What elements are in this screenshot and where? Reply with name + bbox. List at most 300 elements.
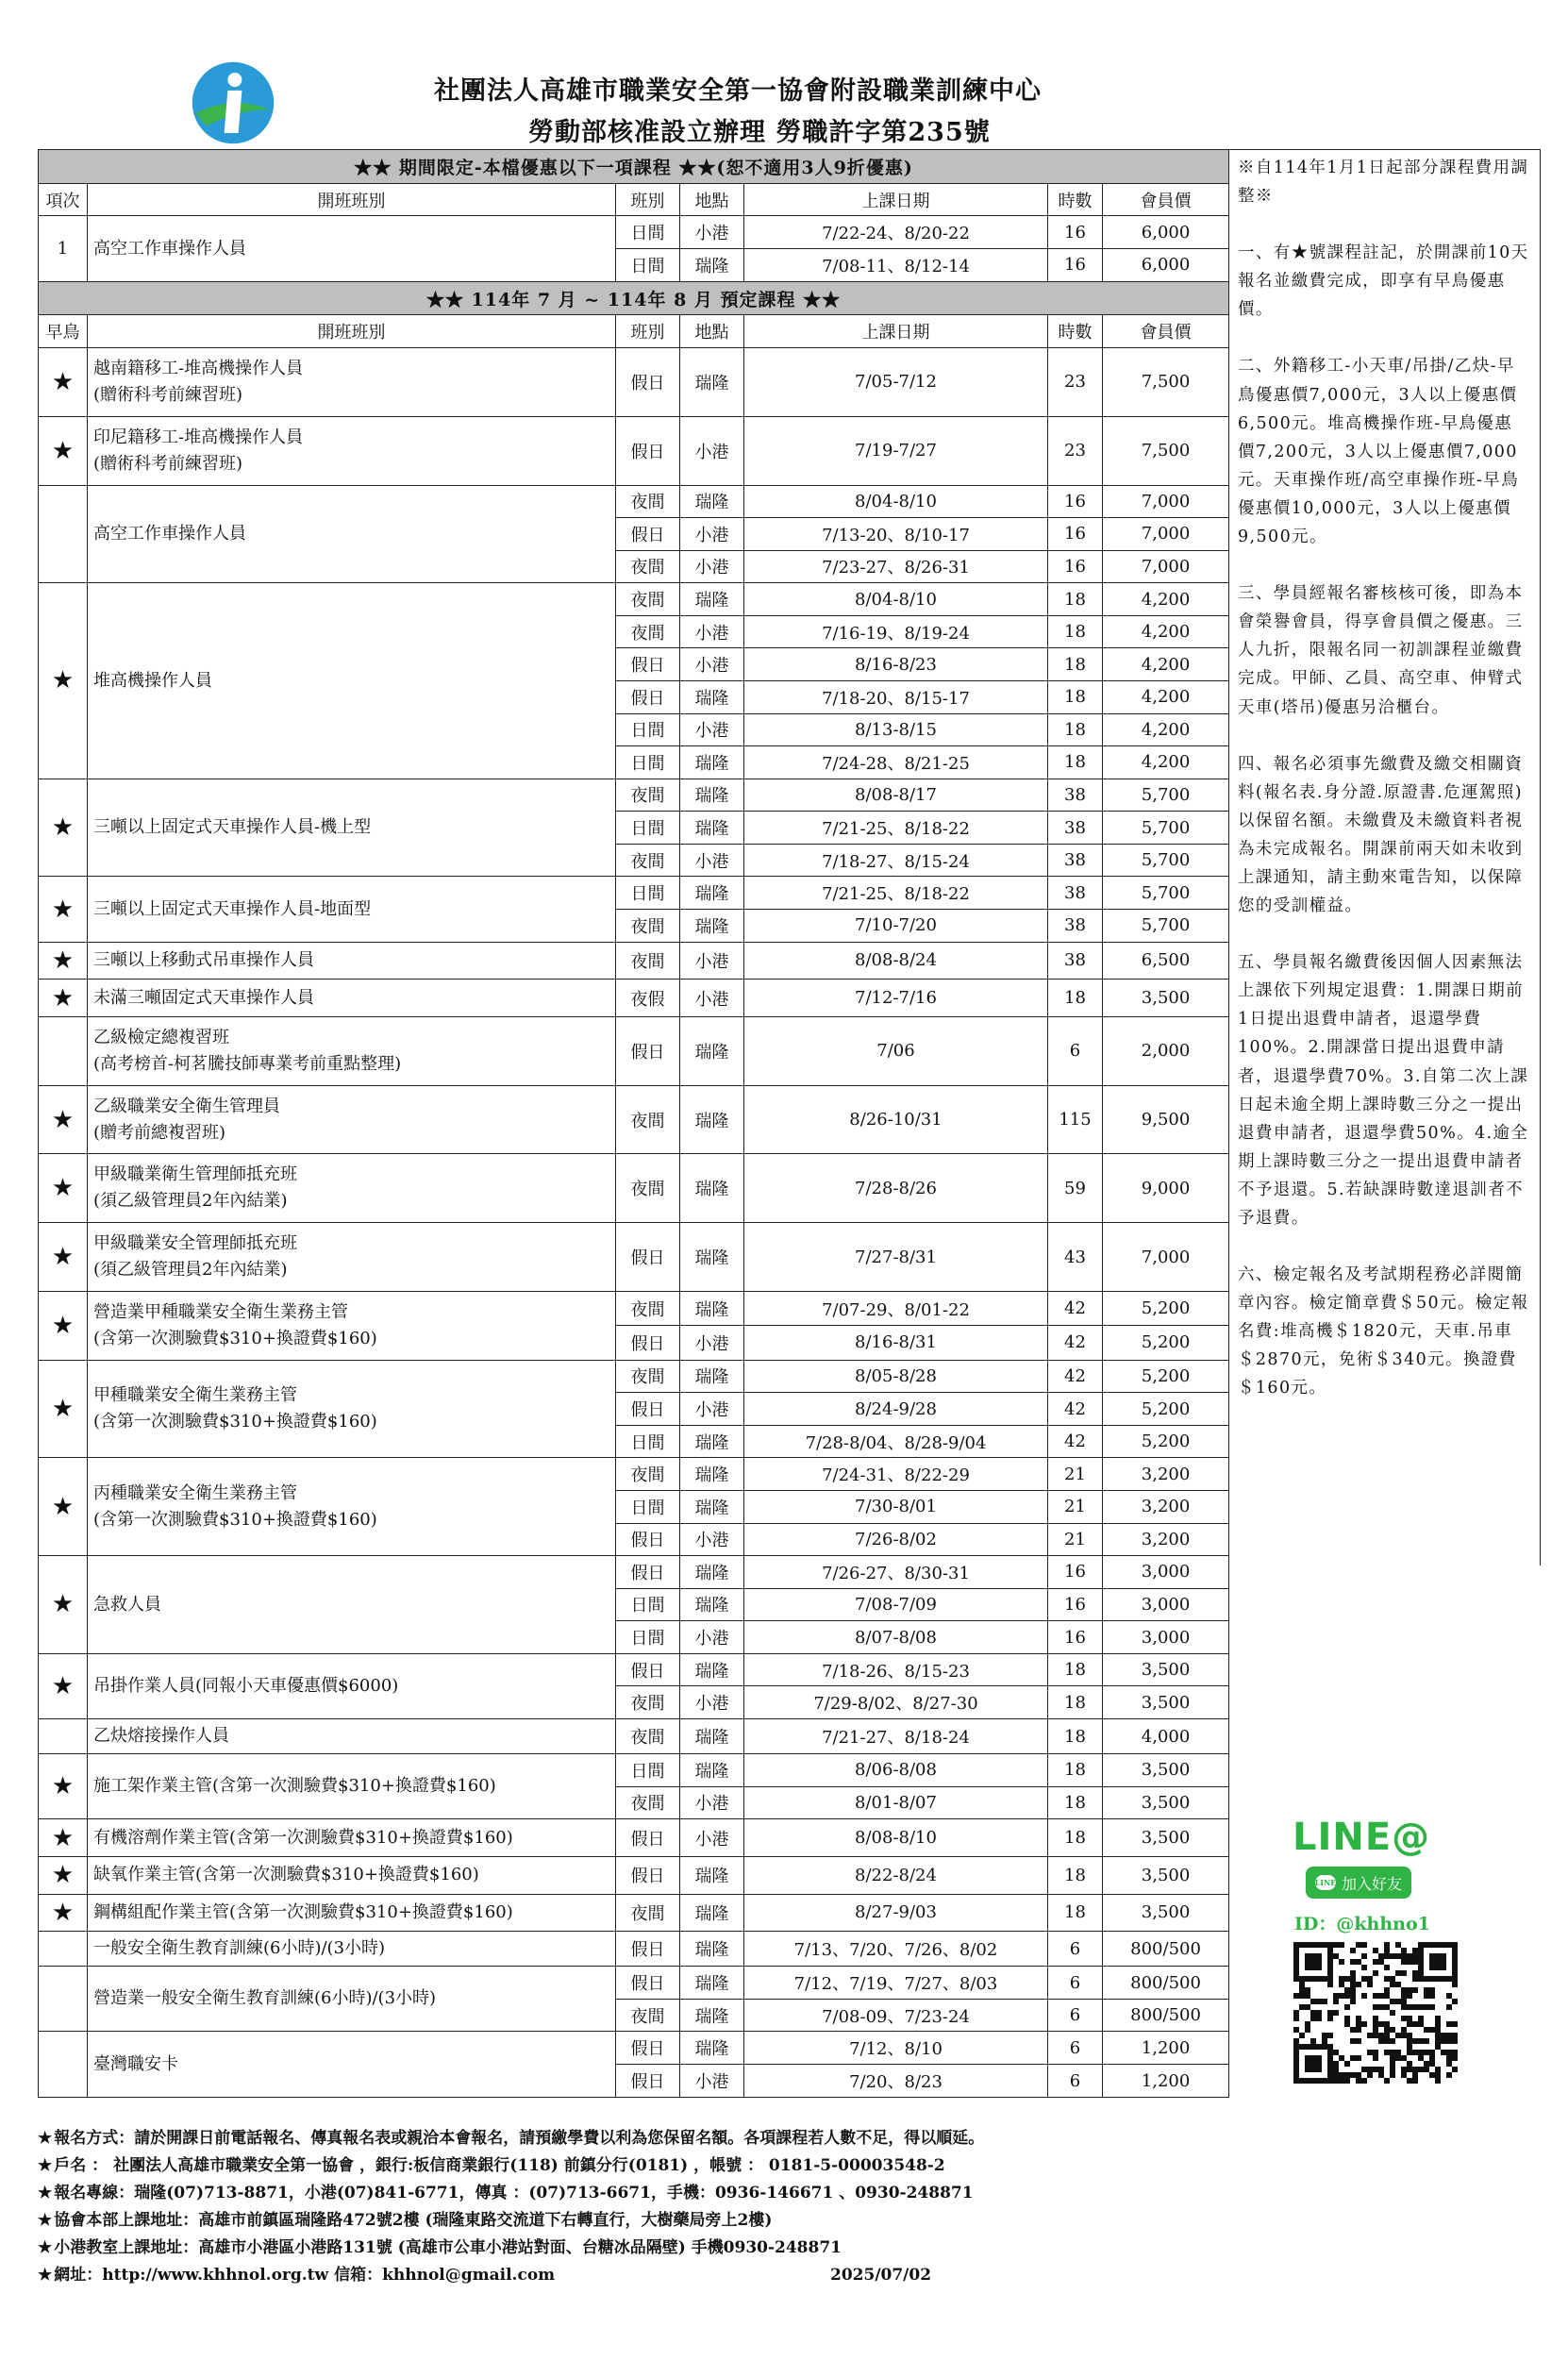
session-place: 瑞隆 bbox=[680, 583, 744, 616]
session-place: 瑞隆 bbox=[680, 249, 744, 282]
session-dates: 7/06 bbox=[744, 1017, 1048, 1086]
course-note: (贈術科考前練習班) bbox=[93, 384, 243, 405]
note-item: 三、學員經報名審核核可後，即為本會榮譽會員，得享會員價之優惠。三人九折，限報名同一初訓課程並繳費完成。甲師、乙員、高空車、伸臂式天車(塔吊)優惠另洽櫃台。 bbox=[1238, 584, 1524, 717]
course-name bbox=[88, 1154, 616, 1223]
session-price: 5,700 bbox=[1103, 877, 1229, 910]
session-dates: 7/08-7/09 bbox=[744, 1588, 1048, 1621]
session-type: 日間 bbox=[616, 1588, 680, 1621]
session-hours: 38 bbox=[1048, 812, 1103, 845]
session-price: 6,500 bbox=[1103, 942, 1229, 980]
col-hours: 時數 bbox=[1048, 183, 1103, 216]
session-price: 3,000 bbox=[1103, 1556, 1229, 1589]
note-item: 四、報名必須事先繳費及繳交相關資料(報名表.身分證.原證書.危運駕照)以保留名額。未繳費及未繳資料者視為未完成報名。開課前兩天如未收到上課通知，請主動來電告知，以保障您的受訓權益。 bbox=[1238, 754, 1524, 916]
course-note: (須乙級管理員2年內結業) bbox=[93, 1191, 288, 1212]
session-dates: 8/04-8/10 bbox=[744, 485, 1048, 518]
session-price: 4,200 bbox=[1103, 583, 1229, 616]
session-hours: 23 bbox=[1048, 348, 1103, 417]
early-bird-star-icon: ★ bbox=[39, 1819, 88, 1857]
table-row bbox=[39, 779, 1229, 812]
course-name bbox=[88, 779, 616, 877]
session-place: 瑞隆 bbox=[680, 1967, 744, 2000]
session-place: 瑞隆 bbox=[680, 746, 744, 779]
notes-heading: ※自114年1月1日起部分課程費用調整※ bbox=[1238, 159, 1529, 207]
course-title: 越南籍移工-堆高機操作人員 bbox=[93, 359, 304, 378]
col-place: 地點 bbox=[680, 315, 744, 348]
course-title: 乙級職業安全衛生管理員 bbox=[93, 1096, 280, 1116]
session-dates: 7/24-31、8/22-29 bbox=[744, 1458, 1048, 1491]
session-hours: 16 bbox=[1048, 518, 1103, 551]
session-type: 夜間 bbox=[616, 1154, 680, 1223]
table-row bbox=[39, 2032, 1229, 2065]
session-dates: 8/24-9/28 bbox=[744, 1393, 1048, 1426]
early-bird-star-icon: ★ bbox=[39, 348, 88, 417]
session-price: 3,000 bbox=[1103, 1588, 1229, 1621]
course-title: 吊掛作業人員(同報小天車優惠價$6000) bbox=[93, 1675, 399, 1696]
course-title: 甲級職業安全管理師抵充班 bbox=[93, 1233, 297, 1254]
early-bird-cell bbox=[39, 1932, 88, 1967]
course-name: 高空工作車操作人員 bbox=[88, 216, 616, 281]
schedule-banner-row bbox=[39, 281, 1229, 315]
qr-code-icon bbox=[1293, 1942, 1459, 2084]
special-offer-banner-row bbox=[39, 150, 1229, 184]
session-price: 6,000 bbox=[1103, 249, 1229, 282]
course-title: 乙級檢定總複習班 bbox=[93, 1027, 229, 1047]
session-price: 7,000 bbox=[1103, 550, 1229, 583]
session-place: 瑞隆 bbox=[680, 1360, 744, 1393]
session-price: 5,700 bbox=[1103, 844, 1229, 877]
early-bird-star-icon: ★ bbox=[39, 1085, 88, 1154]
session-hours: 16 bbox=[1048, 1556, 1103, 1589]
early-bird-star-icon: ★ bbox=[39, 583, 88, 779]
session-hours: 6 bbox=[1048, 1017, 1103, 1086]
session-price: 3,200 bbox=[1103, 1490, 1229, 1523]
table-row bbox=[39, 1223, 1229, 1292]
session-type: 假日 bbox=[616, 1653, 680, 1686]
course-name bbox=[88, 1856, 616, 1894]
session-hours: 42 bbox=[1048, 1425, 1103, 1458]
course-name bbox=[88, 1556, 616, 1654]
session-price: 4,200 bbox=[1103, 648, 1229, 681]
session-dates: 8/07-8/08 bbox=[744, 1621, 1048, 1654]
course-title: 甲級職業衛生管理師抵充班 bbox=[93, 1164, 297, 1185]
session-hours: 42 bbox=[1048, 1360, 1103, 1393]
session-type: 日間 bbox=[616, 1425, 680, 1458]
course-note: (贈術科考前練習班) bbox=[93, 453, 243, 474]
session-place: 小港 bbox=[680, 1686, 744, 1719]
course-note: (含第一次測驗費$310+換證費$160) bbox=[93, 1412, 377, 1432]
session-price: 5,200 bbox=[1103, 1425, 1229, 1458]
session-price: 5,200 bbox=[1103, 1393, 1229, 1426]
session-hours: 18 bbox=[1048, 1719, 1103, 1754]
footer-text: 協會本部上課地址：高雄市前鎮區瑞隆路472號2樓 (瑞隆東路交流道下右轉直行，大樹藥局旁上2樓) bbox=[54, 2211, 773, 2230]
line-id: ID：@khhno1 bbox=[1294, 1914, 1430, 1934]
session-place: 瑞隆 bbox=[680, 1223, 744, 1292]
star-bullet-icon: ★ bbox=[38, 2211, 53, 2230]
session-dates: 7/07-29、8/01-22 bbox=[744, 1291, 1048, 1325]
session-hours: 16 bbox=[1048, 1588, 1103, 1621]
col-price: 會員價 bbox=[1103, 315, 1229, 348]
early-bird-star-icon: ★ bbox=[39, 1154, 88, 1223]
session-place: 瑞隆 bbox=[680, 1154, 744, 1223]
session-dates: 7/12、8/10 bbox=[744, 2032, 1048, 2065]
session-place: 瑞隆 bbox=[680, 485, 744, 518]
course-title: 鋼構組配作業主管(含第一次測驗費$310+換證費$160) bbox=[93, 1901, 513, 1922]
line-add-friend-button[interactable] bbox=[1306, 1867, 1411, 1899]
session-dates: 8/27-9/03 bbox=[744, 1894, 1048, 1932]
col-price: 會員價 bbox=[1103, 183, 1229, 216]
session-hours: 38 bbox=[1048, 877, 1103, 910]
course-title: 堆高機操作人員 bbox=[93, 670, 212, 691]
session-hours: 38 bbox=[1048, 844, 1103, 877]
session-price: 7,000 bbox=[1103, 485, 1229, 518]
table-row bbox=[39, 485, 1229, 518]
course-title: 三噸以上固定式天車操作人員-地面型 bbox=[93, 898, 372, 919]
col-place: 地點 bbox=[680, 183, 744, 216]
course-name bbox=[88, 1967, 616, 2032]
course-title: 高空工作車操作人員 bbox=[93, 523, 246, 544]
session-type: 假日 bbox=[616, 1017, 680, 1086]
course-name bbox=[88, 1932, 616, 1967]
session-place: 瑞隆 bbox=[680, 1719, 744, 1754]
session-dates: 7/26-8/02 bbox=[744, 1523, 1048, 1556]
session-hours: 18 bbox=[1048, 680, 1103, 713]
session-price: 3,200 bbox=[1103, 1458, 1229, 1491]
table-row bbox=[39, 1894, 1229, 1932]
session-dates: 8/06-8/08 bbox=[744, 1754, 1048, 1787]
table-row bbox=[39, 1360, 1229, 1393]
course-name bbox=[88, 583, 616, 779]
table-row bbox=[39, 1856, 1229, 1894]
session-hours: 6 bbox=[1048, 1967, 1103, 2000]
session-type: 假日 bbox=[616, 1856, 680, 1894]
session-place: 瑞隆 bbox=[680, 1653, 744, 1686]
session-hours: 18 bbox=[1048, 1819, 1103, 1857]
session-dates: 7/28-8/26 bbox=[744, 1154, 1048, 1223]
session-type: 夜間 bbox=[616, 942, 680, 980]
col-type: 班別 bbox=[616, 315, 680, 348]
session-price: 9,000 bbox=[1103, 1154, 1229, 1223]
early-bird-star-icon: ★ bbox=[39, 1894, 88, 1932]
session-dates: 8/01-8/07 bbox=[744, 1786, 1048, 1819]
session-hours: 18 bbox=[1048, 1786, 1103, 1819]
session-place: 瑞隆 bbox=[680, 1856, 744, 1894]
session-type: 夜間 bbox=[616, 910, 680, 943]
course-name bbox=[88, 1653, 616, 1718]
session-price: 5,200 bbox=[1103, 1360, 1229, 1393]
early-bird-star-icon: ★ bbox=[39, 1556, 88, 1654]
course-name bbox=[88, 485, 616, 583]
course-title: 丙種職業安全衛生業務主管 bbox=[93, 1482, 297, 1503]
session-place: 瑞隆 bbox=[680, 812, 744, 845]
special-offer-banner: ★★ 期間限定-本檔優惠以下一項課程 ★★(恕不適用3人9折優惠) bbox=[39, 150, 1229, 184]
session-dates: 7/16-19、8/19-24 bbox=[744, 615, 1048, 648]
session-dates: 7/26-27、8/30-31 bbox=[744, 1556, 1048, 1589]
session-type: 假日 bbox=[616, 1223, 680, 1292]
table-row bbox=[39, 877, 1229, 910]
session-type: 日間 bbox=[616, 249, 680, 282]
session-type: 假日 bbox=[616, 648, 680, 681]
session-hours: 6 bbox=[1048, 1932, 1103, 1967]
session-dates: 7/21-25、8/18-22 bbox=[744, 812, 1048, 845]
session-price: 3,500 bbox=[1103, 1856, 1229, 1894]
session-dates: 7/28-8/04、8/28-9/04 bbox=[744, 1425, 1048, 1458]
session-type: 日間 bbox=[616, 1490, 680, 1523]
page-subtitle: 勞動部核准設立辦理 勞職許字第235號 bbox=[528, 118, 991, 147]
session-hours: 42 bbox=[1048, 1291, 1103, 1325]
session-hours: 16 bbox=[1048, 216, 1103, 249]
footer-info bbox=[38, 2125, 1510, 2289]
course-name bbox=[88, 416, 616, 485]
session-type: 假日 bbox=[616, 518, 680, 551]
column-header-row bbox=[39, 183, 1229, 216]
session-type: 夜假 bbox=[616, 980, 680, 1017]
col-no: 項次 bbox=[39, 183, 88, 216]
session-hours: 42 bbox=[1048, 1326, 1103, 1360]
early-bird-star-icon: ★ bbox=[39, 416, 88, 485]
session-dates: 7/21-27、8/18-24 bbox=[744, 1719, 1048, 1754]
session-type: 假日 bbox=[616, 1967, 680, 2000]
session-price: 4,200 bbox=[1103, 680, 1229, 713]
session-dates: 7/18-27、8/15-24 bbox=[744, 844, 1048, 877]
course-name bbox=[88, 1458, 616, 1556]
session-price: 1,200 bbox=[1103, 2065, 1229, 2098]
session-dates: 7/29-8/02、8/27-30 bbox=[744, 1686, 1048, 1719]
session-price: 3,500 bbox=[1103, 1894, 1229, 1932]
session-type: 夜間 bbox=[616, 779, 680, 812]
course-name bbox=[88, 877, 616, 942]
session-type: 夜間 bbox=[616, 615, 680, 648]
course-title: 三噸以上移動式吊車操作人員 bbox=[93, 950, 314, 970]
session-dates: 7/20、8/23 bbox=[744, 2065, 1048, 2098]
early-bird-star-icon: ★ bbox=[39, 1653, 88, 1718]
col-dates: 上課日期 bbox=[744, 315, 1048, 348]
session-hours: 18 bbox=[1048, 1653, 1103, 1686]
session-hours: 18 bbox=[1048, 648, 1103, 681]
session-type: 假日 bbox=[616, 1326, 680, 1360]
course-name bbox=[88, 942, 616, 980]
table-row bbox=[39, 1085, 1229, 1154]
star-bullet-icon: ★ bbox=[38, 2238, 53, 2257]
session-dates: 7/08-11、8/12-14 bbox=[744, 249, 1048, 282]
session-type: 日間 bbox=[616, 746, 680, 779]
course-name bbox=[88, 348, 616, 417]
course-note: (贈考前總複習班) bbox=[93, 1122, 226, 1143]
course-name bbox=[88, 980, 616, 1017]
course-name bbox=[88, 1719, 616, 1754]
session-price: 3,500 bbox=[1103, 1819, 1229, 1857]
footer-line bbox=[38, 2235, 1510, 2262]
session-hours: 18 bbox=[1048, 1856, 1103, 1894]
session-dates: 7/05-7/12 bbox=[744, 348, 1048, 417]
table-row bbox=[39, 1017, 1229, 1086]
session-place: 瑞隆 bbox=[680, 1017, 744, 1086]
session-place: 小港 bbox=[680, 1819, 744, 1857]
session-price: 5,200 bbox=[1103, 1326, 1229, 1360]
course-name bbox=[88, 1223, 616, 1292]
session-dates: 8/16-8/31 bbox=[744, 1326, 1048, 1360]
table-row bbox=[39, 1967, 1229, 2000]
session-price: 5,700 bbox=[1103, 910, 1229, 943]
course-title: 缺氧作業主管(含第一次測驗費$310+換證費$160) bbox=[93, 1865, 479, 1885]
early-bird-star-icon: ★ bbox=[39, 1223, 88, 1292]
session-type: 夜間 bbox=[616, 1786, 680, 1819]
session-hours: 59 bbox=[1048, 1154, 1103, 1223]
session-hours: 18 bbox=[1048, 713, 1103, 746]
note-item: 一、有★號課程註記，於開課前10天報名並繳費完成，即享有早鳥優惠價。 bbox=[1238, 243, 1529, 320]
session-price: 5,700 bbox=[1103, 779, 1229, 812]
star-bullet-icon: ★ bbox=[38, 2129, 53, 2148]
session-hours: 21 bbox=[1048, 1523, 1103, 1556]
session-type: 假日 bbox=[616, 1523, 680, 1556]
session-type: 假日 bbox=[616, 2032, 680, 2065]
session-dates: 7/24-28、8/21-25 bbox=[744, 746, 1048, 779]
session-type: 夜間 bbox=[616, 550, 680, 583]
col-early: 早鳥 bbox=[39, 315, 88, 348]
session-dates: 7/12、7/19、7/27、8/03 bbox=[744, 1967, 1048, 2000]
session-price: 7,500 bbox=[1103, 348, 1229, 417]
course-note: (含第一次測驗費$310+換證費$160) bbox=[93, 1509, 377, 1530]
column-header-row bbox=[39, 315, 1229, 348]
col-dates: 上課日期 bbox=[744, 183, 1048, 216]
footer-text: 戶名 ： 社團法人高雄市職業安全第一協會 ，銀行:板信商業銀行(118) 前鎮分行(0181) ，帳號 ： 0181-5-00003548-2 bbox=[54, 2156, 945, 2175]
session-price: 3,500 bbox=[1103, 1653, 1229, 1686]
line-logo: LINE@ bbox=[1293, 1816, 1431, 1859]
course-note: (須乙級管理員2年內結業) bbox=[93, 1260, 288, 1281]
table-row bbox=[39, 942, 1229, 980]
early-bird-cell bbox=[39, 2032, 88, 2098]
course-name bbox=[88, 1754, 616, 1819]
footer-date: 2025/07/02 bbox=[830, 2266, 932, 2285]
session-type: 夜間 bbox=[616, 583, 680, 616]
course-title: 營造業甲種職業安全衛生業務主管 bbox=[93, 1301, 348, 1322]
session-place: 小港 bbox=[680, 1786, 744, 1819]
session-type: 夜間 bbox=[616, 485, 680, 518]
session-type: 假日 bbox=[616, 2065, 680, 2098]
session-place: 小港 bbox=[680, 1326, 744, 1360]
session-dates: 7/22-24、8/20-22 bbox=[744, 216, 1048, 249]
session-place: 瑞隆 bbox=[680, 680, 744, 713]
table-row bbox=[39, 1154, 1229, 1223]
session-type: 夜間 bbox=[616, 1085, 680, 1154]
session-price: 4,000 bbox=[1103, 1719, 1229, 1754]
session-hours: 18 bbox=[1048, 615, 1103, 648]
course-title: 營造業一般安全衛生教育訓練(6小時)/(3小時) bbox=[93, 1988, 437, 2009]
notes-panel bbox=[1228, 149, 1541, 1566]
session-hours: 21 bbox=[1048, 1458, 1103, 1491]
course-note: (高考榜首-柯茗騰技師專業考前重點整理) bbox=[93, 1053, 402, 1074]
footer-line bbox=[38, 2180, 1510, 2207]
col-course: 開班班別 bbox=[88, 315, 616, 348]
session-price: 3,500 bbox=[1103, 1686, 1229, 1719]
early-bird-cell bbox=[39, 485, 88, 583]
session-dates: 8/16-8/23 bbox=[744, 648, 1048, 681]
session-place: 小港 bbox=[680, 1523, 744, 1556]
session-price: 3,500 bbox=[1103, 1754, 1229, 1787]
session-dates: 7/13-20、8/10-17 bbox=[744, 518, 1048, 551]
table-row bbox=[39, 1754, 1229, 1787]
session-price: 3,500 bbox=[1103, 1786, 1229, 1819]
session-place: 瑞隆 bbox=[680, 1894, 744, 1932]
early-bird-cell bbox=[39, 1017, 88, 1086]
early-bird-cell bbox=[39, 1967, 88, 2032]
session-place: 小港 bbox=[680, 1393, 744, 1426]
table-row bbox=[39, 216, 1229, 249]
session-dates: 7/18-26、8/15-23 bbox=[744, 1653, 1048, 1686]
session-type: 假日 bbox=[616, 680, 680, 713]
session-type: 假日 bbox=[616, 1393, 680, 1426]
session-place: 瑞隆 bbox=[680, 910, 744, 943]
course-title: 乙炔熔接操作人員 bbox=[93, 1726, 229, 1747]
session-hours: 115 bbox=[1048, 1085, 1103, 1154]
early-bird-star-icon: ★ bbox=[39, 779, 88, 877]
session-price: 7,000 bbox=[1103, 1223, 1229, 1292]
session-hours: 6 bbox=[1048, 2065, 1103, 2098]
session-price: 6,000 bbox=[1103, 216, 1229, 249]
session-hours: 16 bbox=[1048, 1621, 1103, 1654]
line-add-friend-label: 加入好友 bbox=[1341, 1874, 1402, 1893]
session-hours: 42 bbox=[1048, 1393, 1103, 1426]
footer-line bbox=[38, 2125, 1510, 2152]
col-hours: 時數 bbox=[1048, 315, 1103, 348]
table-row bbox=[39, 583, 1229, 616]
session-type: 夜間 bbox=[616, 1999, 680, 2032]
table-row bbox=[39, 348, 1229, 417]
session-type: 假日 bbox=[616, 1819, 680, 1857]
session-price: 7,000 bbox=[1103, 518, 1229, 551]
session-place: 瑞隆 bbox=[680, 877, 744, 910]
session-hours: 18 bbox=[1048, 583, 1103, 616]
session-dates: 7/12-7/16 bbox=[744, 980, 1048, 1017]
session-dates: 8/08-8/17 bbox=[744, 779, 1048, 812]
item-number: 1 bbox=[39, 216, 88, 281]
course-title: 印尼籍移工-堆高機操作人員 bbox=[93, 427, 304, 447]
session-place: 小港 bbox=[680, 1621, 744, 1654]
course-schedule-table bbox=[38, 149, 1229, 2098]
session-place: 小港 bbox=[680, 942, 744, 980]
col-type: 班別 bbox=[616, 183, 680, 216]
session-dates: 7/10-7/20 bbox=[744, 910, 1048, 943]
session-hours: 43 bbox=[1048, 1223, 1103, 1292]
session-type: 夜間 bbox=[616, 844, 680, 877]
session-place: 小港 bbox=[680, 615, 744, 648]
session-hours: 18 bbox=[1048, 1754, 1103, 1787]
table-row bbox=[39, 1458, 1229, 1491]
session-place: 瑞隆 bbox=[680, 1588, 744, 1621]
session-place: 瑞隆 bbox=[680, 1425, 744, 1458]
session-place: 瑞隆 bbox=[680, 1999, 744, 2032]
course-title: 三噸以上固定式天車操作人員-機上型 bbox=[93, 817, 372, 838]
early-bird-cell bbox=[39, 1719, 88, 1754]
course-name bbox=[88, 1017, 616, 1086]
session-place: 瑞隆 bbox=[680, 1556, 744, 1589]
session-price: 7,500 bbox=[1103, 416, 1229, 485]
note-item: 五、學員報名繳費後因個人因素無法上課依下列規定退費：1.開課日期前1日提出退費申請者，退還學費100%。2.開課當日提出退費申請者，退還學費70%。3.自第二次上課日起未逾全期上課時數三分之一提出退費申請者，退還學費50%。4.逾全期上課時數三分之一提出退費申請者不予退還。5.若缺課時數達退訓者不予退費。 bbox=[1238, 953, 1529, 1228]
session-type: 夜間 bbox=[616, 1360, 680, 1393]
session-price: 4,200 bbox=[1103, 713, 1229, 746]
session-dates: 8/13-8/15 bbox=[744, 713, 1048, 746]
session-price: 9,500 bbox=[1103, 1085, 1229, 1154]
session-hours: 38 bbox=[1048, 779, 1103, 812]
session-dates: 7/19-7/27 bbox=[744, 416, 1048, 485]
course-title: 甲種職業安全衛生業務主管 bbox=[93, 1385, 297, 1406]
session-place: 小港 bbox=[680, 844, 744, 877]
early-bird-star-icon: ★ bbox=[39, 1856, 88, 1894]
course-title: 臺灣職安卡 bbox=[93, 2053, 178, 2074]
session-dates: 7/18-20、8/15-17 bbox=[744, 680, 1048, 713]
session-place: 小港 bbox=[680, 2065, 744, 2098]
course-name bbox=[88, 1085, 616, 1154]
association-logo-icon bbox=[189, 59, 277, 147]
